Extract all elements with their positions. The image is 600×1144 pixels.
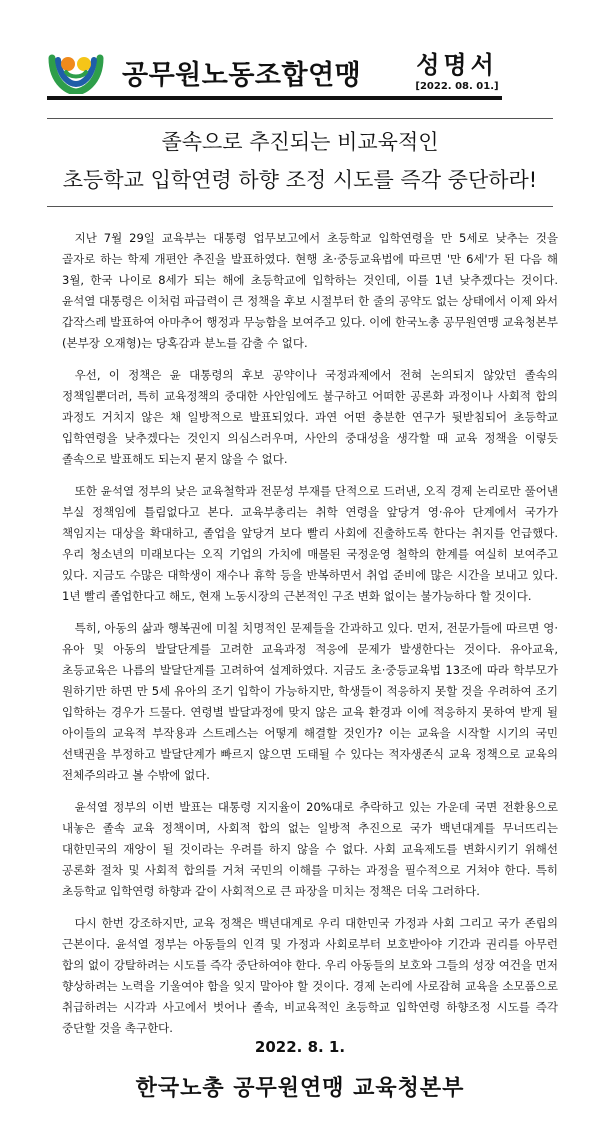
paragraph: 윤석열 정부의 이번 발표는 대통령 지지율이 20%대로 추락하고 있는 가운데 국면 전환용으로 내놓은 졸속 교육 정책이며, 사회적 합의 없는 일방적 추진으로 국가 백년대계를 무너뜨리는 대한민국의 재앙이 될 것이라는 우려를 하지 않을 수 없다. 사회 교육제도를 변화시키기 위해선 공론화 절차 및 사회적 합의를 거쳐 국민의 이해를 구하는 과정을 필수적으로 거쳐야 한다. 특히 초등학교 입학연령 하향과 같이 사회적으로 큰 파장을 미치는 정책은 더욱 그러하다. [62, 800, 558, 898]
title-line-1: 졸속으로 추진되는 비교육적인 [161, 130, 439, 154]
document-header [0, 0, 600, 100]
paragraph: 지난 7월 29일 교육부는 대통령 업무보고에서 초등학교 입학연령을 만 5세로 낮추는 것을 골자로 하는 학제 개편안 추진을 발표하였다. 현행 초·중등교육법에 따르면 '만 6세'가 된 다음 해 3월, 한국 나이로 8세가 되는 해에 초등학교에 입학하는 것인데, 이를 1년 낮추겠다는 것이다. 윤석열 대통령은 이처럼 파급력이 큰 정책을 후보 시절부터 한 줄의 공약도 없는 상태에서 이제 와서 갑작스레 발표하여 아마추어 행정과 무능함을 보여주고 있다. 이에 한국노총 공무원연맹 교육청본부(본부장 오재형)는 당혹감과 분노를 감출 수 없다. [62, 231, 558, 350]
closing-date: 2022. 8. 1. [254, 1038, 346, 1056]
statement-body [62, 228, 558, 1050]
title-top-rule [47, 118, 553, 119]
header-divider [47, 96, 502, 100]
document-date: [2022. 08. 01.] [415, 81, 499, 92]
title-line-2: 초등학교 입학연령 하향 조정 시도를 즉각 중단하라! [62, 168, 538, 192]
paragraph: 또한 윤석열 정부의 낮은 교육철학과 전문성 부재를 단적으로 드러낸, 오직 경제 논리로만 풀어낸 부실 정책임에 틀림없다고 본다. 교육부총리는 취학 연령을 앞당겨 영·유아 단계에서 국가가 책임지는 대상을 확대하고, 졸업을 앞당겨 보다 빨리 사회에 진출하도록 한다는 취지를 언급했다. 우리 청소년의 미래보다는 오직 기업의 가치에 매몰된 국정운영 철학의 한계를 여실히 보여주고 있다. 지금도 수많은 대학생이 재수나 휴학 등을 반복하면서 취업 준비에 많은 시간을 보내고 있다. 1년 빨리 졸업한다고 해도, 현재 노동시장의 근본적인 구조 변화 없이는 불가능하다 할 것이다. [62, 484, 558, 603]
org-name: 공무원노동조합연맹 [122, 60, 362, 91]
statement-title [47, 118, 553, 208]
paragraph: 특히, 아동의 삶과 행복권에 미칠 치명적인 문제들을 간과하고 있다. 먼저, 전문가들에 따르면 영·유아 및 아동의 발달단계를 고려한 교육과정 적응에 문제가 발생한다는 것이다. 유아교육, 초등교육은 나름의 발달단계를 고려하여 설계하였다. 지금도 초·중등교육법 13조에 따라 학부모가 원하기만 하면 만 5세 유아의 조기 입학이 가능하지만, 학생들이 적응하지 못할 것을 우려하여 조기 입학하는 경우가 드물다. 연령별 발달과정에 맞지 않은 교육 환경과 이에 적응하지 못하여 받게 될 아이들의 교육적 부작용과 스트레스는 어떻게 해결할 것인가? 이는 교육을 시작할 시기의 국민 선택권을 부정하고 발달단계가 빠르지 않으면 도태될 수 있다는 적자생존식 교육 정책으로 교육의 전체주의라고 볼 수밖에 없다. [62, 621, 558, 782]
title-bottom-rule [47, 206, 553, 207]
union-logo-icon [48, 48, 104, 94]
paragraph: 우선, 이 정책은 윤 대통령의 후보 공약이나 국정과제에서 전혀 논의되지 않았던 졸속의 정책일뿐더러, 특히 교육정책의 중대한 사안임에도 불구하고 어떠한 공론화 과정이나 사회적 합의 과정도 거치지 않은 채 일방적으로 발표되었다. 과연 어떤 충분한 연구가 뒷받침되어 초등학교 입학연령을 낮추겠다는 것인지 의심스러우며, 사안의 중대성을 생각할 때 교육 정책을 이렇듯 졸속으로 발표해도 되는지 묻지 않을 수 없다. [62, 368, 558, 466]
document-type: 성명서 [416, 51, 498, 79]
signature: 한국노총 공무원연맹 교육청본부 [135, 1076, 465, 1101]
paragraph: 다시 한번 강조하지만, 교육 정책은 백년대계로 우리 대한민국 가정과 사회 그리고 국가 존립의 근본이다. 윤석열 정부는 아동들의 인격 및 가정과 사회로부터 보호받아야 기간과 권리를 아무런 합의 없이 강탈하려는 시도를 즉각 중단하여야 한다. 우리 아동들의 보호와 그들의 성장 여건을 먼저 향상하려는 노력을 기울여야 함을 잊지 말아야 할 것이다. 경제 논리에 사로잡혀 교육을 소모품으로 취급하려는 시각과 사고에서 벗어나 졸속, 비교육적인 초등학교 입학연령 하향조정 시도를 즉각 중단할 것을 촉구한다. [62, 916, 558, 1035]
